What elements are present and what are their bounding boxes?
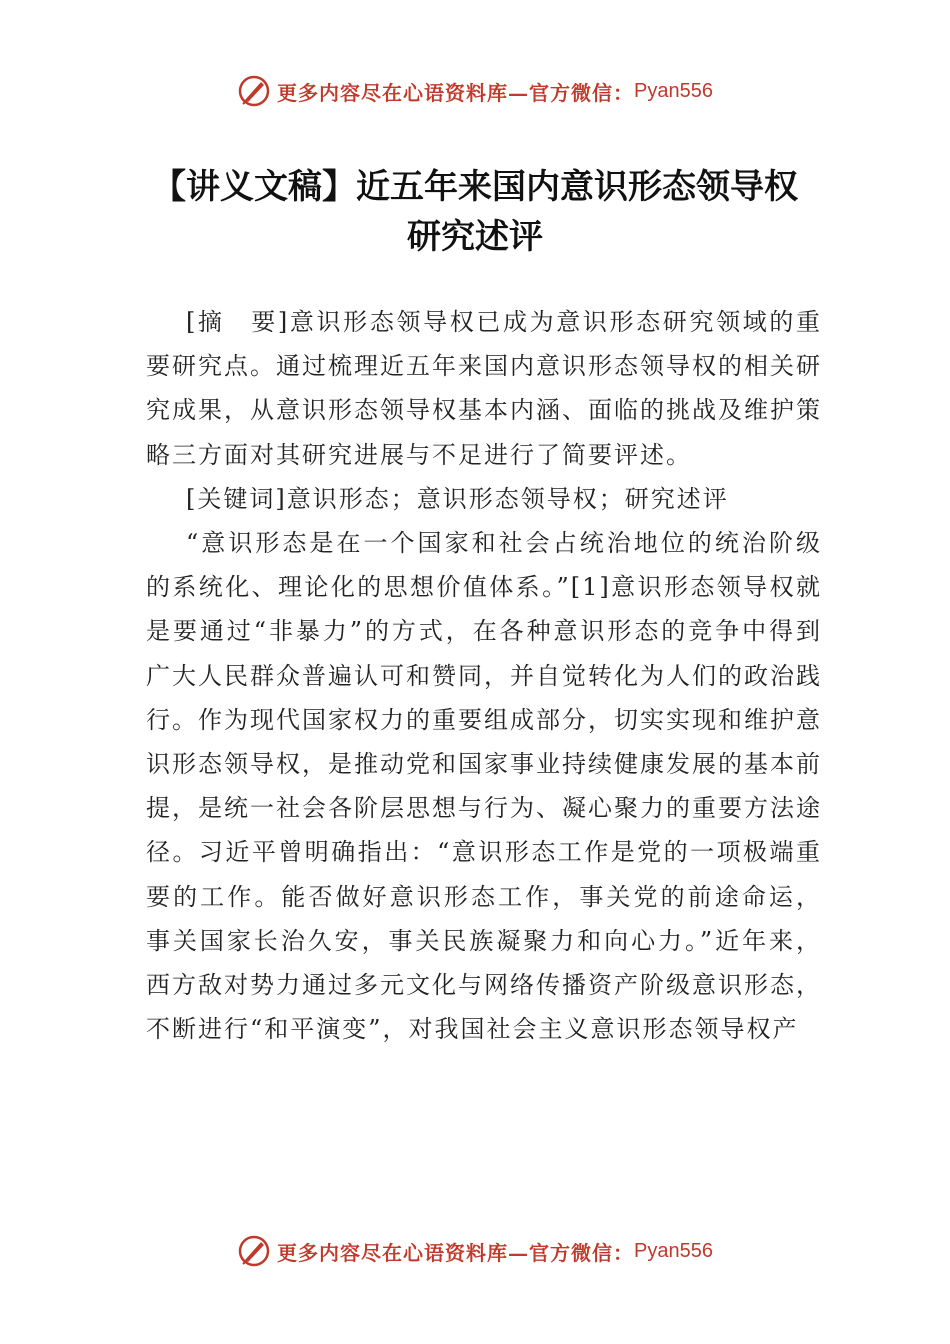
banner-text: 更多内容尽在心语资料库—官方微信： [277,1240,635,1265]
banner-handle: Pyan556 [634,79,713,102]
writing-quill-logo-icon [237,1234,271,1268]
abstract-paragraph: [摘 要]意识形态领导权已成为意识形态研究领域的重要研究点。通过梳理近五年来国内意识形态领导权的相关研究成果，从意识形态领导权基本内涵、面临的挑战及维护策略三方面对其研究进展与不足进行了简要评述。 [146,308,822,469]
banner-handle: Pyan556 [634,1239,713,1262]
body-paragraph: “意识形态是在一个国家和社会占统治地位的统治阶级的系统化、理论化的思想价值体系。”[1]意识形态领导权就是要通过“非暴力”的方式，在各种意识形态的竞争中得到广大人民群众普遍认可和赞同，并自觉转化为人们的政治践行。作为现代国家权力的重要组成部分，切实实现和维护意识形态领导权，是推动党和国家事业持续健康发展的基本前提，是统一社会各阶层思想与行为、凝心聚力的重要方法途径。习近平曾明确指出：“意识形态工作是党的一项极端重要的工作。能否做好意识形态工作，事关党的前途命运， 事关国家长治久安，事关民族凝聚力和向心力。”近年来， 西方敌对势力通过多元文化与网络传播资产阶级意识形态， 不断进行“和平演变”，对我国社会主义意识形态领导权产 [146,529,822,1044]
keywords-paragraph: [关键词]意识形态；意识形态领导权；研究述评 [186,484,729,513]
title-line-1: 【讲义文稿】近五年来国内意识形态领导权 [152,167,798,207]
header-banner [0,74,950,108]
writing-quill-logo-icon [237,74,271,108]
footer-banner [0,1234,950,1268]
document-title [100,162,850,262]
banner-text: 更多内容尽在心语资料库—官方微信： [277,80,635,105]
document-body [146,300,822,1051]
title-line-2: 研究述评 [407,217,543,257]
